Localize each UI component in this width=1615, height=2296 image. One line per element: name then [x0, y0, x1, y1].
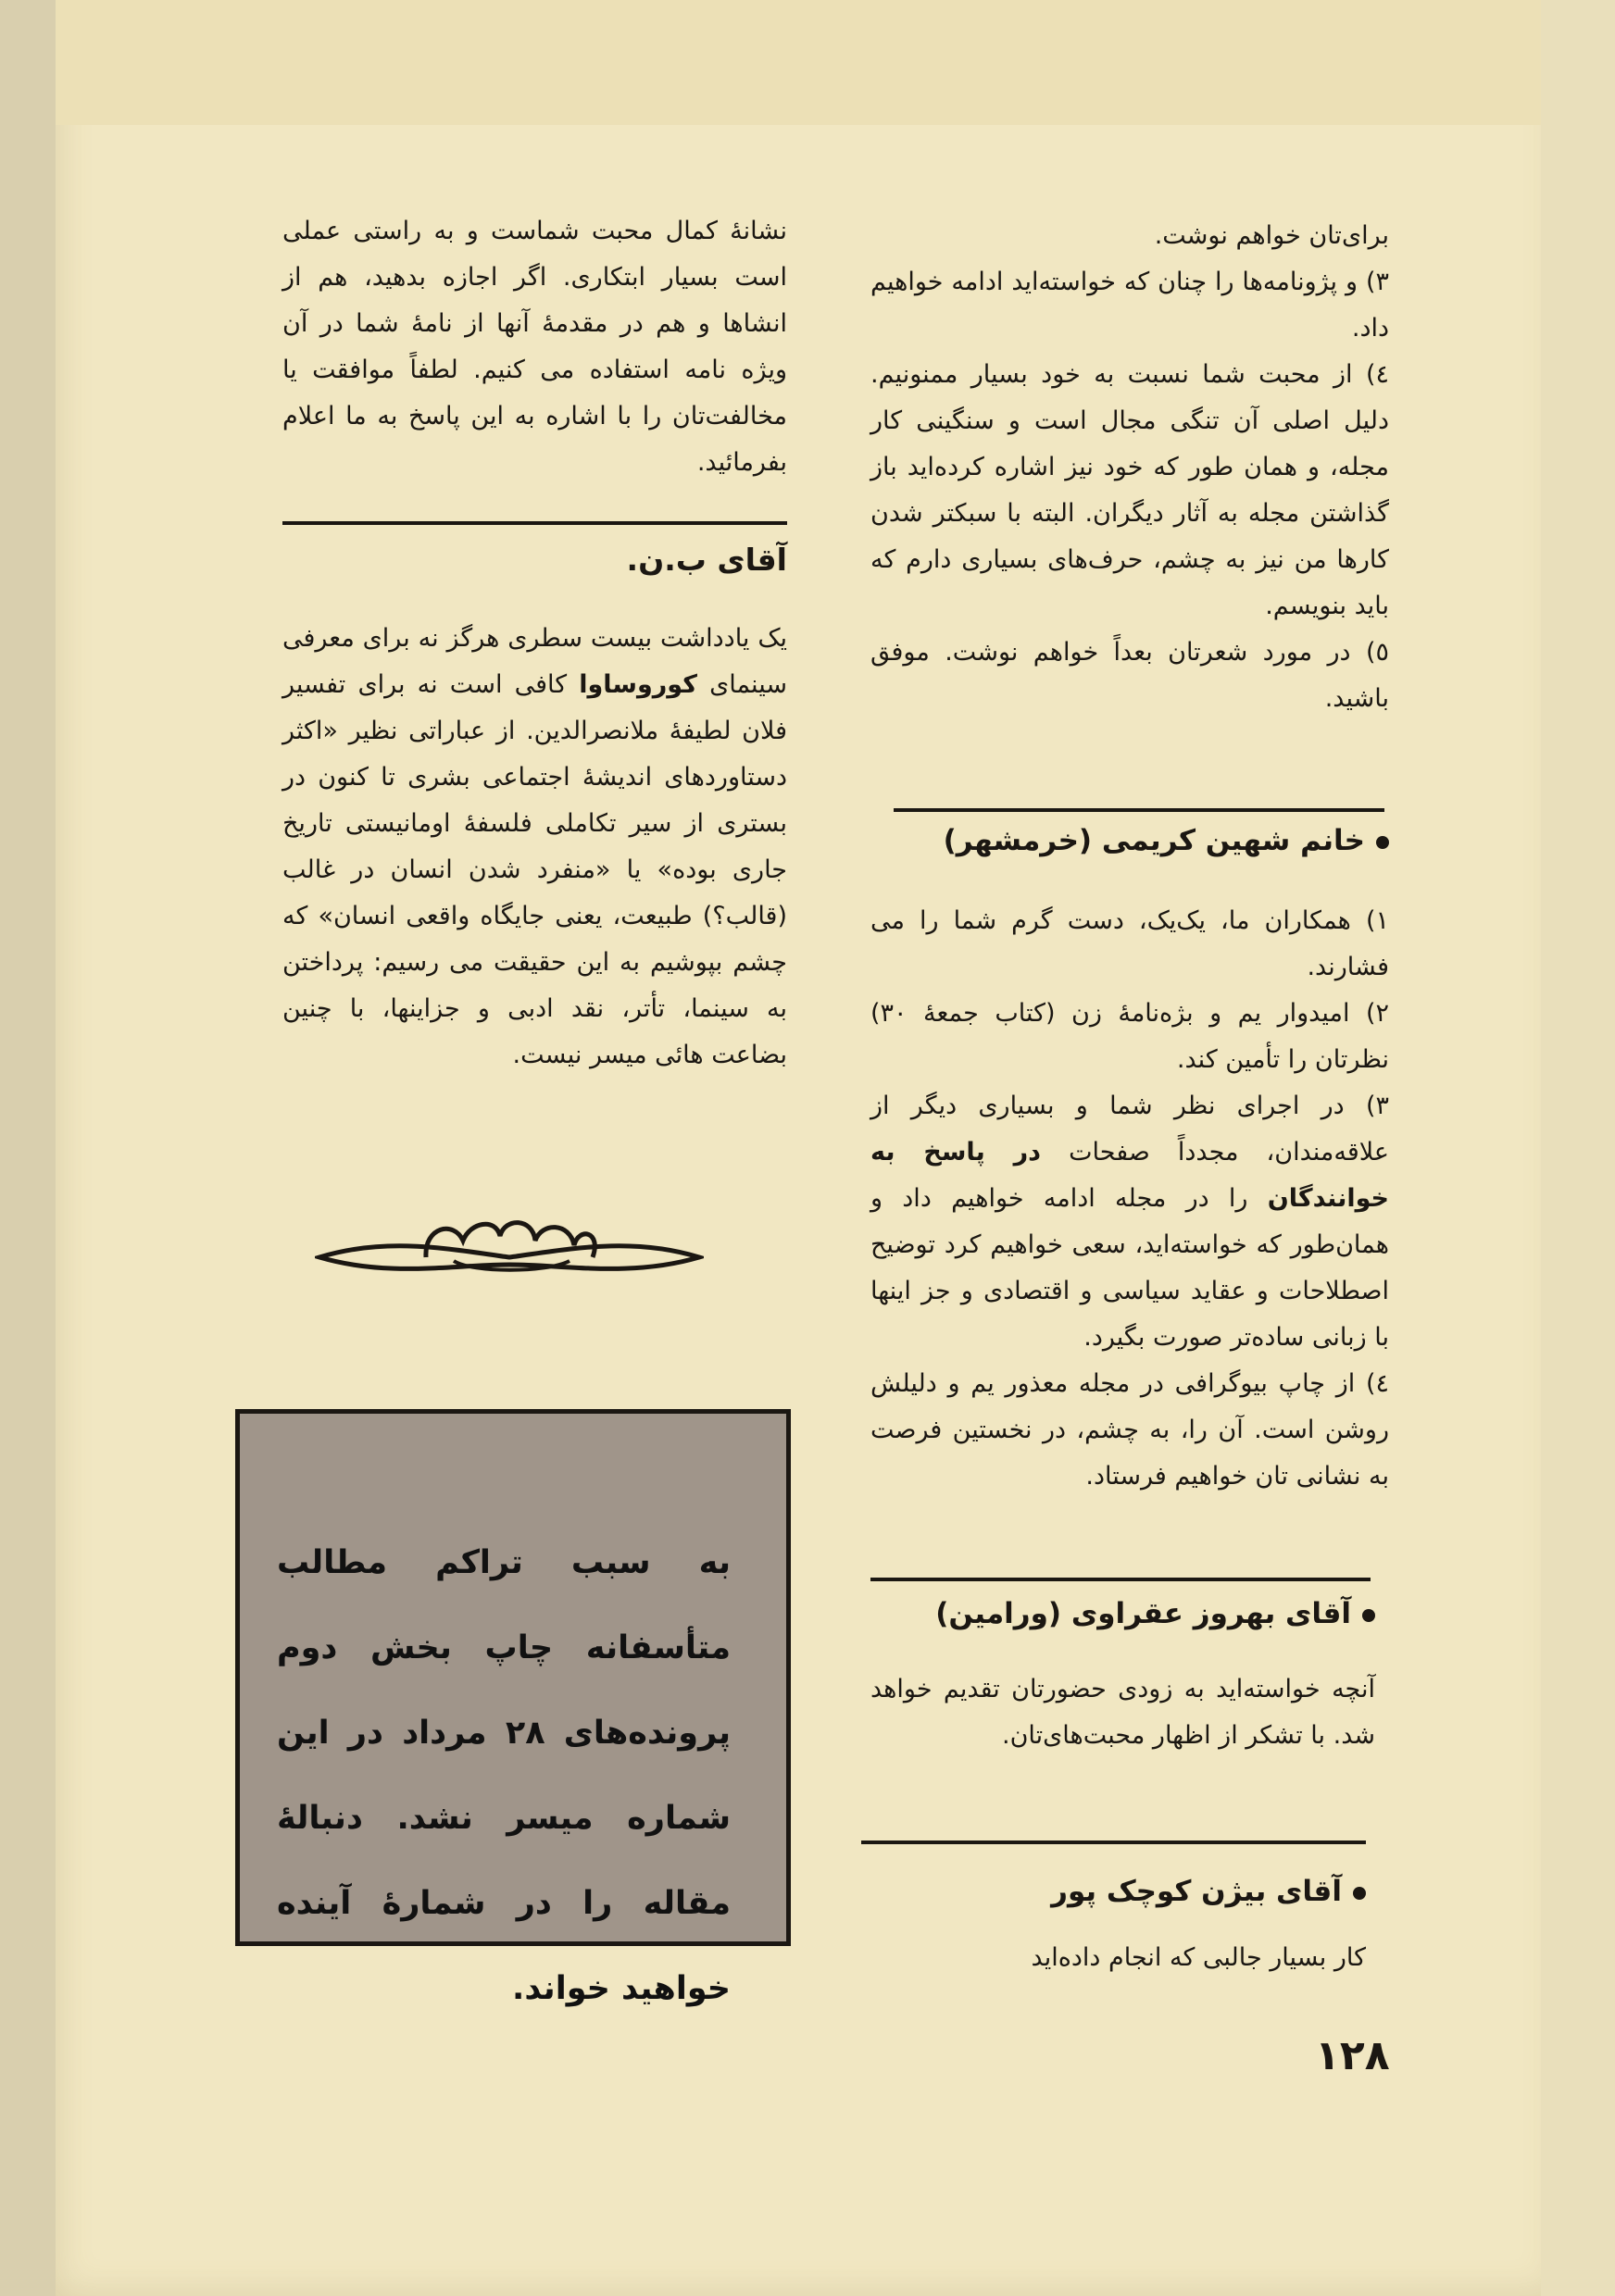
body-paragraph: آنچه خواسته‌اید به زودی حضورتان تقدیم خواهد شد. با تشکر از اظهار محبت‌های‌تان.: [870, 1675, 1375, 1750]
page-number: ١٢٨: [1315, 2032, 1390, 2079]
bullet-icon: [1362, 1609, 1375, 1622]
page-top-band: [56, 0, 1559, 125]
body-text: را در مجله ادامه خواهیم داد و همان‌طور که خواسته‌اید، سعی خواهیم کرد توضیح اصطلاحات و عقاید سیاسی و اقتصادی و جز اینها با زبانی ساده‌تر صورت بگیرد.: [870, 1184, 1389, 1352]
body-paragraph: ٤) از چاپ بیوگرافی در مجله معذور یم و دلیلش روشن است. آن را، به چشم، در نخستین فرصت به نشانی تان خواهیم فرستاد.: [870, 1369, 1389, 1491]
section-heading: آقای ب.ن.: [626, 542, 787, 578]
section-3-body: [861, 1935, 1366, 1981]
notice-box: [235, 1409, 791, 2007]
intro-paragraph: ٣) و پژونامه‌ها را چنان که خواسته‌اید ادامه خواهیم داد.: [870, 268, 1389, 343]
body-text: کافی است نه برای تفسیر فلان لطیفهٔ ملانصرالدین. از عباراتی نظیر «اکثر دستاوردهای اندیشهٔ اجتماعی بشری تا کنون در بستری از سیر تکاملی فلسفهٔ اومانیستی تاریخ جاری بوده» یا «منفرد شدن انسان در غالب (قالب؟) طبیعت، یعنی جایگاه واقعی انسان» که چشم بپوشیم به این حقیقت می رسیم: پرداختن به سینما، تأتر، نقد ادبی و جزاینها، با چنین بضاعت هائی میسر نیست.: [282, 670, 787, 1069]
section-1-body: [870, 898, 1389, 1500]
bullet-icon: [1376, 836, 1389, 849]
body-text: یک یادداشت بیست سطری هرگز نه برای معرفی سینمای: [282, 624, 787, 699]
body-paragraph: [282, 616, 787, 1079]
heading-text: آقای بیژن کوچک پور: [1051, 1875, 1342, 1908]
bullet-icon: [1353, 1887, 1366, 1900]
section-divider: [861, 1841, 1366, 1844]
body-paragraph: کار بسیار جالبی که انجام داده‌اید: [1031, 1943, 1366, 1972]
bold-phrase: کوروساوا: [579, 670, 697, 699]
intro-paragraph: برای‌تان خواهم نوشت.: [1154, 221, 1389, 250]
heading-text: آقای بهروز عقراوی (ورامین): [935, 1597, 1351, 1630]
left-section-body: [282, 616, 787, 1079]
section-2-body: [870, 1666, 1375, 1759]
body-paragraph: [870, 1083, 1389, 1361]
body-text: ٣) در اجرای نظر شما و بسیاری دیگر از علاقه‌مندان، مجدداً صفحات: [870, 1092, 1389, 1167]
intro-paragraph: ٥) در مورد شعرتان بعداً خواهم نوشت. موفق باشید.: [870, 638, 1389, 713]
page-right-edge: [1541, 0, 1615, 2296]
section-heading: [870, 1597, 1375, 1630]
left-column-intro: [282, 208, 787, 486]
notice-text: به سبب تراکم مطالب متأسفانه چاپ بخش دوم پرونده‌های ٢٨ مرداد در این شماره میسر نشد. دنبالهٔ مقاله را در شمارهٔ آینده خواهید خواند.: [277, 1544, 731, 2007]
ornament-divider-icon: [315, 1204, 704, 1305]
bold-phrase: در پاسخ به خوانندگان: [870, 1138, 1389, 1213]
section-divider: [870, 1578, 1371, 1581]
section-divider: [282, 521, 787, 525]
body-paragraph: نشانهٔ کمال محبت شماست و به راستی عملی است بسیار ابتکاری. اگر اجازه بدهید، هم از انشاها و هم در مقدمهٔ آنها از نامهٔ شما در آن ویژه نامه استفاده می کنیم. لطفاً موافقت یا مخالفت‌تان را با اشاره به این پاسخ به ما اعلام بفرمائید.: [282, 217, 787, 477]
right-column-intro: [870, 213, 1389, 722]
body-paragraph: ٢) امیدوار یم و بژه‌نامهٔ زن (کتاب جمعهٔ ٣٠) نظرتان را تأمین کند.: [870, 999, 1389, 1074]
intro-paragraph: ٤) از محبت شما نسبت به خود بسیار ممنونیم. دلیل اصلی آن‌ تنگی مجال است و سنگینی کار مجله، و همان طور که خود نیز اشاره کرده‌اید باز گذاشتن مجله به آثار دیگران. البته با سبکتر شدن کارها من نیز به چشم، حرف‌های بسیاری دارم که باید بنویسم.: [870, 360, 1389, 620]
body-paragraph: ١) همکاران ما، یک‌یک، دست گرم شما را می فشارند.: [870, 906, 1389, 981]
section-divider: [894, 808, 1384, 812]
section-heading: [861, 1875, 1366, 1908]
section-heading: [870, 824, 1389, 857]
heading-text: خانم شهین کریمی (خرمشهر): [943, 824, 1365, 857]
